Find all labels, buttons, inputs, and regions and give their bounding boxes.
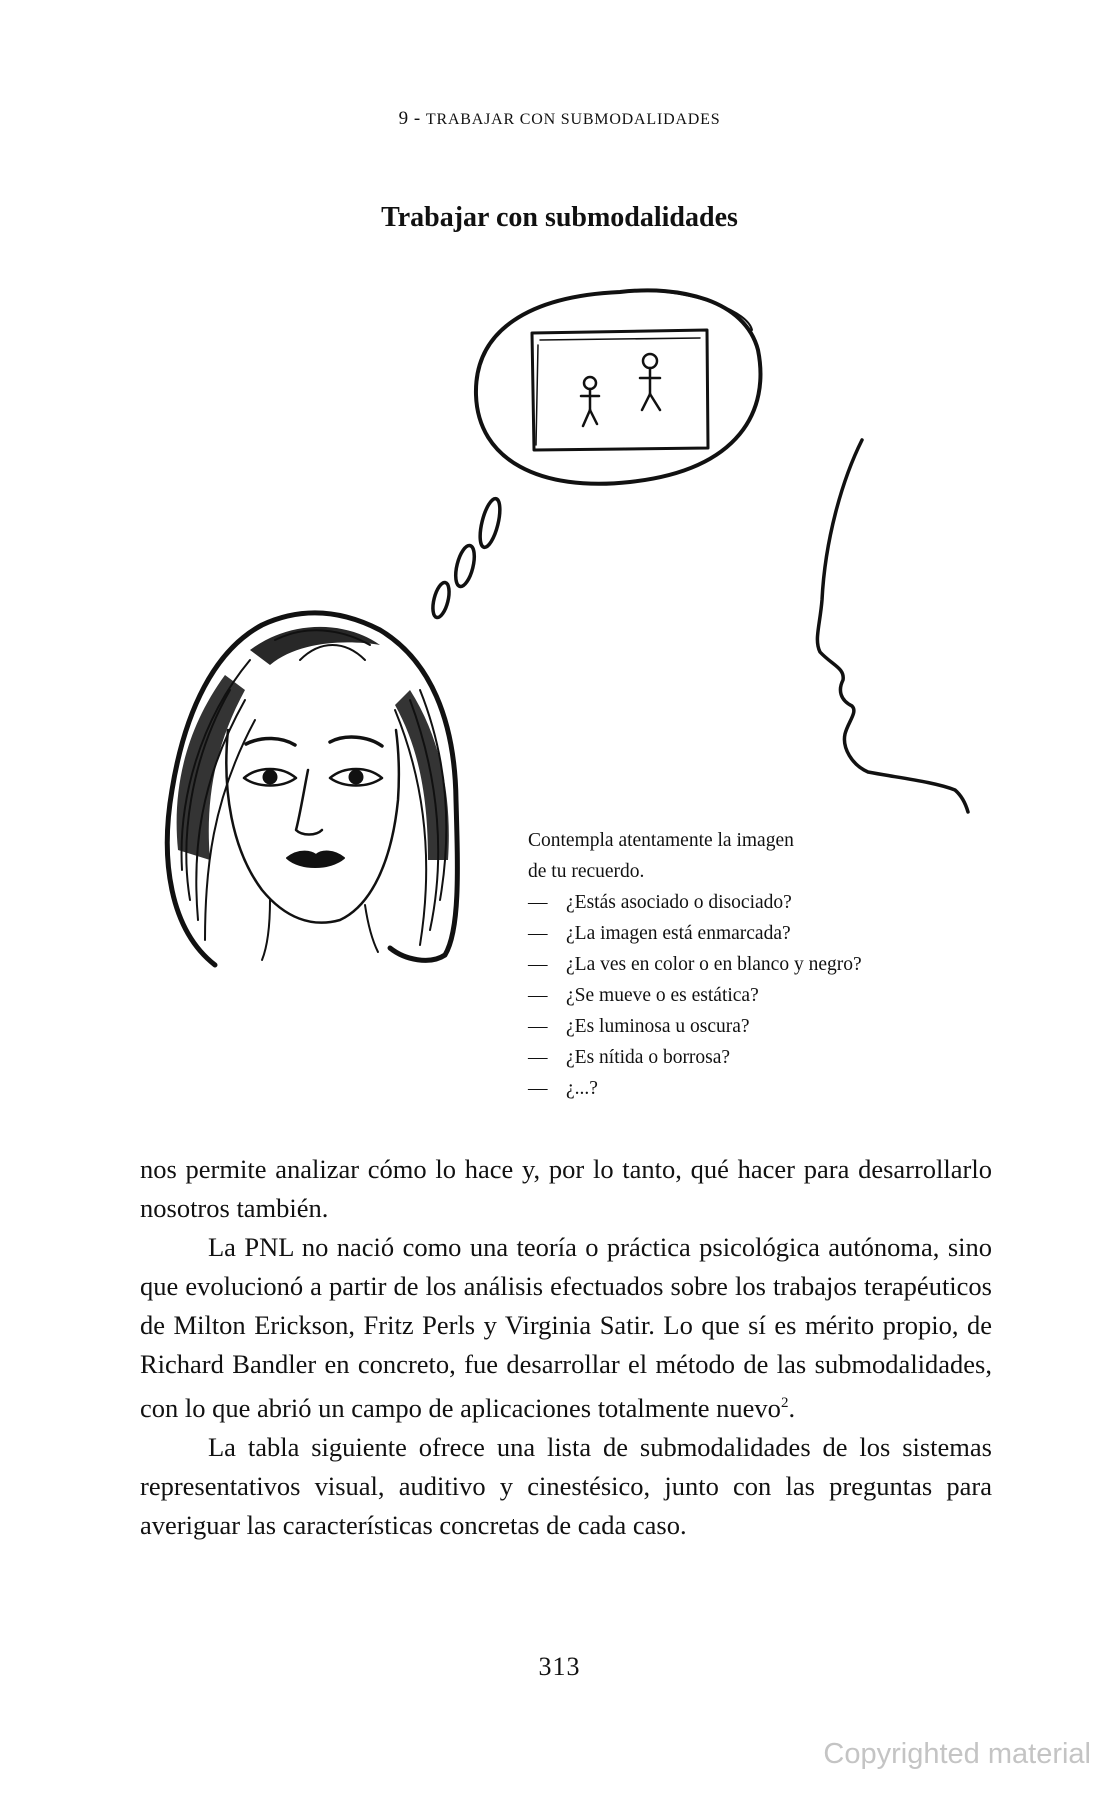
question-text: ¿Es luminosa u oscura? xyxy=(566,1016,750,1037)
question-text: ¿Se mueve o es estática? xyxy=(566,985,759,1006)
dash: — xyxy=(528,923,548,944)
chapter-number: 9 - xyxy=(398,108,421,129)
dash: — xyxy=(528,954,548,975)
question-text: ¿La ves en color o en blanco y negro? xyxy=(566,954,862,975)
section-title: Trabajar con submodalidades xyxy=(381,202,738,233)
caption-question xyxy=(528,980,958,1011)
paragraph-2 xyxy=(140,1228,992,1428)
footnote-ref: 2 xyxy=(780,1395,789,1411)
paragraph-3: La tabla siguiente ofrece una lista de submodalidades de los sistemas representativos visual, auditivo y cinestésico, junto con las preguntas para averiguar las características concretas de cada caso. xyxy=(140,1431,992,1540)
caption-question xyxy=(528,1011,958,1042)
paragraph-2-end: . xyxy=(788,1392,796,1423)
chapter-title: TRABAJAR CON SUBMODALIDADES xyxy=(425,111,721,128)
dash: — xyxy=(528,985,548,1006)
picture-frame xyxy=(532,330,708,450)
dash: — xyxy=(528,1047,548,1068)
question-text: ¿Estás asociado o disociado? xyxy=(566,892,792,913)
paragraph-2-text: La PNL no nació como una teoría o práctica psicológica autónoma, sino que evolucionó a partir de los análisis efectuados sobre los trabajos terapéuticos de Milton Erickson, Fritz Perls y Virginia Satir. Lo que sí es mérito propio, de Richard Bandler en concreto, fue desarrollar el método de las submodalidades, con lo que abrió un campo de aplicaciones totalmente nuevo xyxy=(140,1232,992,1423)
thought-trail xyxy=(430,497,504,619)
woman-face-drawing xyxy=(167,613,457,965)
question-text: ¿La imagen está enmarcada? xyxy=(566,923,791,944)
caption-question xyxy=(528,1073,958,1104)
caption-question xyxy=(528,918,958,949)
question-text: ¿Es nítida o borrosa? xyxy=(566,1047,731,1068)
caption-question xyxy=(528,949,958,980)
body-text xyxy=(140,1150,992,1545)
copyright-watermark: Copyrighted material xyxy=(823,1738,1091,1770)
page-number: 313 xyxy=(538,1652,581,1681)
caption-line-1: Contempla atentamente la imagen xyxy=(528,830,794,851)
dash: — xyxy=(528,892,548,913)
stick-figure-left xyxy=(581,377,599,426)
question-text: ¿...? xyxy=(566,1078,598,1099)
profile-silhouette xyxy=(817,440,968,812)
caption-question xyxy=(528,1042,958,1073)
dash: — xyxy=(528,1016,548,1037)
dash: — xyxy=(528,1078,548,1099)
thought-bubble xyxy=(476,290,761,484)
caption-question xyxy=(528,887,958,918)
illustration-caption xyxy=(528,825,958,1104)
paragraph-1: nos permite analizar cómo lo hace y, por lo tanto, qué hacer para desarrollarlo nosotros también. xyxy=(140,1154,992,1223)
eyes xyxy=(244,769,382,786)
caption-line-2: de tu recuerdo. xyxy=(528,861,645,882)
stick-figure-right xyxy=(640,354,660,410)
